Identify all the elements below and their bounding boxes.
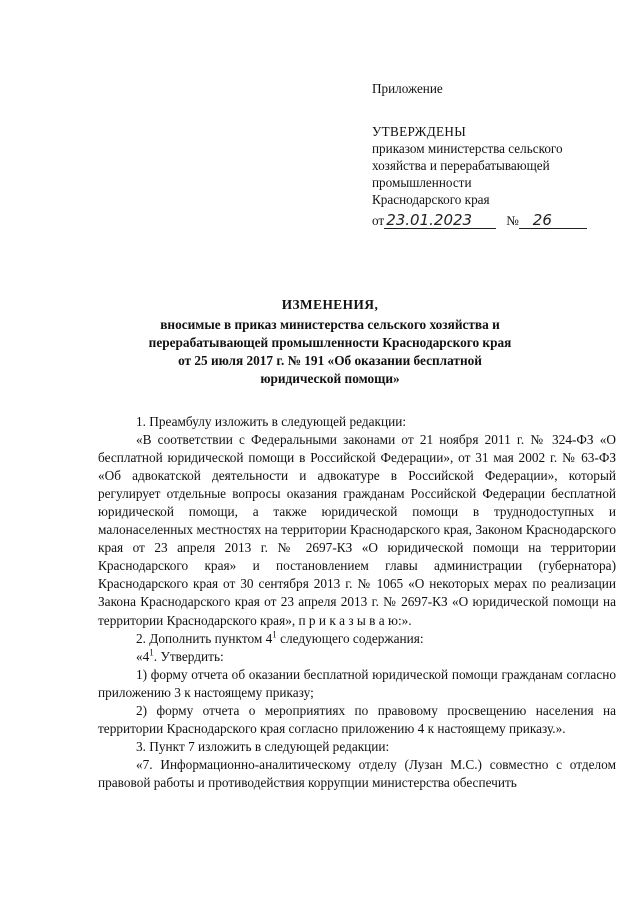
approval-line: приказом министерства сельского: [372, 141, 563, 156]
title-line: от 25 июля 2017 г. № 191 «Об оказании бесплатной: [178, 353, 482, 368]
paragraph-preamble: «В соответствии с Федеральными законами от 21 ноября 2011 г. № 324-ФЗ «О бесплатной юридической помощи в Российской Федерации», от 31 мая 2002 г. № 63-ФЗ «Об адвокатской деятельности и адвокатуре в Российской Федерации», который регулирует отдельные вопросы оказания гражданам Российской Федерации бесплатной юридической помощи, а также юридической помощи в труднодоступных и малонаселенных местностях на территории Краснодарского края, Законом Краснодарского края от 23 апреля 2013 г. № 2697-КЗ «О юридической помощи на территории Краснодарского края» и постановлением главы администрации (губернатора) Краснодарского края от 30 сентября 2013 г. № 1065 «О некоторых мерах по реализации Закона Краснодарского края от 23 апреля 2013 г. № 2697-КЗ «О юридической помощи на территории Краснодарского края», п р и к а з ы в а ю:».: [98, 432, 616, 628]
approval-line: Краснодарского края: [372, 192, 490, 207]
paragraph-3: 3. Пункт 7 изложить в следующей редакции:: [136, 738, 390, 754]
title-line: юридической помощи»: [260, 371, 400, 386]
paragraph-4-1: «$4^1$. Утвердить:: [136, 647, 224, 664]
appendix-label: Приложение: [372, 81, 443, 96]
number-prefix: №: [506, 213, 519, 228]
number-field: [519, 211, 587, 229]
date-prefix: от: [372, 213, 385, 228]
paragraph-form-2: 2) форму отчета о мероприятиях по правовому просвещению населения на территории Краснодарского края согласно приложению 4 к настоящему приказу.».: [98, 702, 616, 736]
title-heading: ИЗМЕНЕНИЯ,: [281, 297, 379, 312]
paragraph-2: 2. Дополнить пунктом $4^1$ следующего содержания:: [136, 629, 424, 646]
handwritten-date: 23.01.2023: [386, 211, 473, 229]
document-title: [100, 296, 560, 388]
paragraph-1: 1. Преамбулу изложить в следующей редакции:: [136, 414, 407, 429]
date-field: [384, 211, 496, 229]
date-number-line: [372, 211, 622, 229]
approval-line: хозяйства и перерабатывающей: [372, 158, 550, 173]
document-body: [98, 413, 616, 792]
paragraph-form-1: 1) форму отчета об оказании бесплатной юридической помощи гражданам согласно приложению 3 к настоящему приказу;: [98, 666, 616, 700]
title-line: вносимые в приказ министерства сельского хозяйства и: [160, 317, 500, 332]
paragraph-7: «7. Информационно-аналитическому отделу (Лузан М.С.) совместно с отделом правовой работы и противодействия коррупции министерства обеспечить: [98, 756, 616, 790]
approval-block: [372, 80, 622, 229]
handwritten-number: 26: [532, 211, 552, 229]
approval-line: промышленности: [372, 175, 472, 190]
approved-label: УТВЕРЖДЕНЫ: [372, 124, 467, 139]
title-line: перерабатывающей промышленности Краснодарского края: [148, 335, 512, 350]
